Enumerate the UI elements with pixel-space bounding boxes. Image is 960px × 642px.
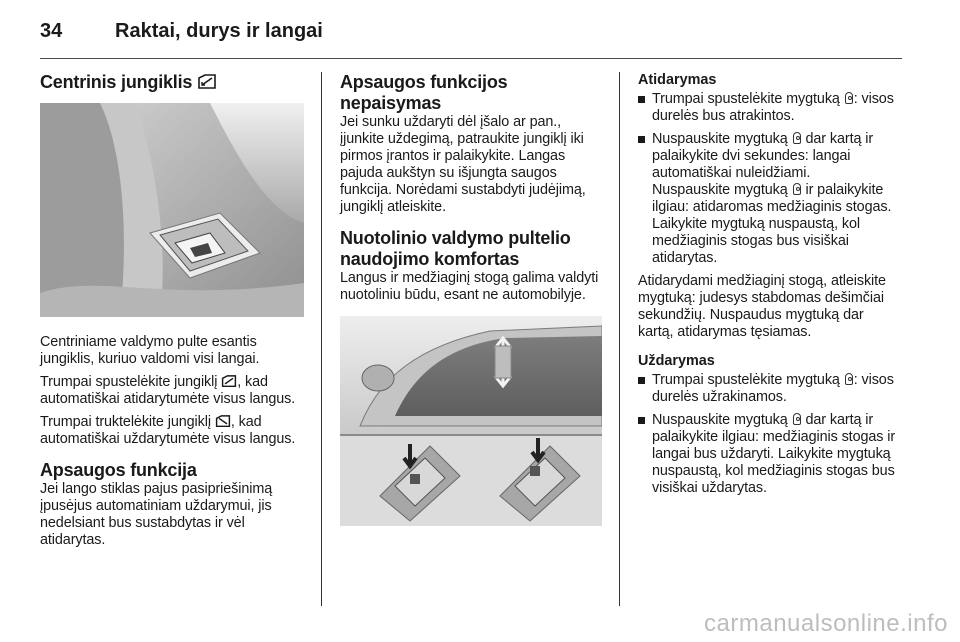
column-divider-1 [321,72,322,606]
page-header [40,14,323,48]
column-divider-2 [619,72,620,606]
list-item: Trumpai spustelėkite mygtuką : visos durelės bus atrakintos. [638,91,902,125]
remote-key-illustration [340,316,602,526]
window-switch-icon [221,375,237,388]
bullet-square [638,96,645,103]
lock-key-icon [793,413,801,425]
column-3 [638,72,902,497]
bullet-square [638,417,645,424]
page-number: 34 [40,19,63,42]
paragraph-open: Trumpai spustelėkite jungiklį , kad automatiškai atidarytumėte visus langus. [40,374,296,407]
paragraph-close: Trumpai truktelėkite jungiklį , kad automatiškai uždarytumėte visus langus. [40,414,296,447]
list-item: Nuspauskite mygtuką dar kartą ir palaikykite ilgiau: medžiaginis stogas ir langai bus uždaryti. Laikykite mygtuką nuspaustą, kol medžiaginis stogas bus visiškai uždarytas. [638,412,902,497]
column-1 [40,72,304,549]
paragraph-override: Jei sunku uždaryti dėl įšalo ar pan., įjunkite uždegimą, patraukite jungiklį iki pirmos įrantos ir palaikykite. Langas pajuda aukštyn su išjungta saugos funkcija. Norėdami sustabdyti judėjimą, jungiklį atleiskite. [340,114,586,215]
paragraph-safety: Jei lango stiklas pajus pasipriešinimą įpusėjus automatiniam uždarymui, jis nedelsiant bus sustabdytas ir vėl atidarytas. [40,481,273,548]
window-switch-icon [197,74,217,90]
section-heading-closing: Uždarymas [638,353,715,369]
console-switch-illustration [40,103,304,317]
paragraph-remote: Langus ir medžiaginį stogą galima valdyti nuotoliniu būdu, esant ne automobilyje. [340,270,599,303]
unlock-key-icon [845,92,853,104]
bullet-square [638,377,645,384]
window-switch-icon [215,415,231,428]
section-heading-central-switch: Centrinis jungiklis [40,72,304,93]
section-heading-opening: Atidarymas [638,72,717,88]
bullet-square [638,136,645,143]
column-2 [340,72,604,531]
list-item: Nuspauskite mygtuką dar kartą ir palaikykite dvi sekundes: langai automatiškai nuleidžiami. Nuspauskite mygtuką ir palaikykite ilgiau: atidaromas medžiaginis stogas. Laikykite mygtuką nuspaustą, kol medžiaginis stogas bus visiškai atidarytas. [638,131,902,267]
page-title: Raktai, durys ir langai [115,19,323,42]
lock-key-icon [845,373,853,385]
unlock-key-icon [793,183,801,195]
paragraph-opening-note: Atidarydami medžiaginį stogą, atleiskite mygtuką: judesys stabdomas dešimčiai sekundžių. Nuspaudus mygtuką dar kartą, atidarymas tęsiamas. [638,273,886,340]
header-rule [40,58,902,59]
watermark: carmanualsonline.info [704,610,948,637]
section-heading-remote: Nuotolinio valdymo pultelio naudojimo komfortas [340,228,571,269]
section-heading-safety: Apsaugos funkcija [40,460,197,480]
list-item: Trumpai spustelėkite mygtuką : visos durelės užrakinamos. [638,372,902,406]
section-heading-override: Apsaugos funkcijos nepaisymas [340,72,508,113]
paragraph-intro: Centriniame valdymo pulte esantis jungiklis, kuriuo valdomi visi langai. [40,334,260,367]
unlock-key-icon [793,132,801,144]
